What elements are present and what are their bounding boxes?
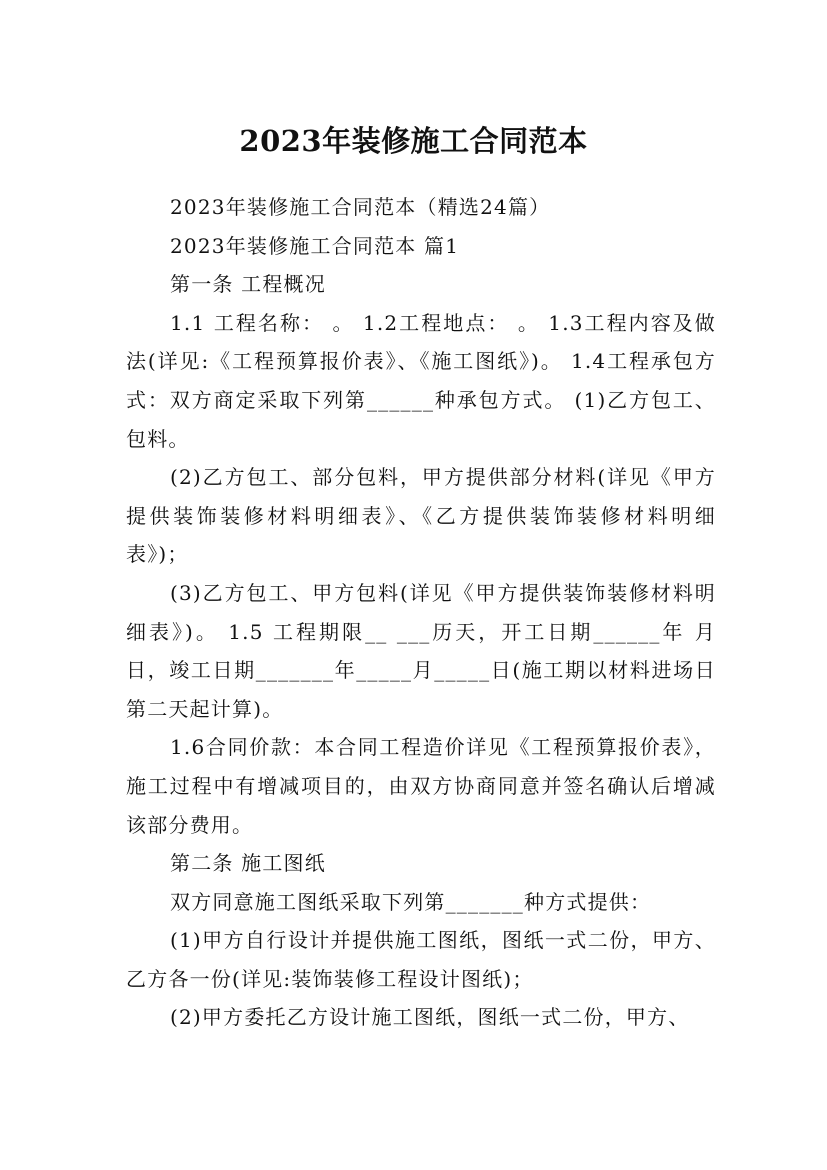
paragraph: 1.1 工程名称： 。 1.2工程地点： 。 1.3工程内容及做法(详见:《工程预算报价表》、《施工图纸》)。 1.4工程承包方式：双方商定采取下列第______种承包方式。 (1)乙方包工、包料。 [126, 310, 716, 451]
paragraph: (1)甲方自行设计并提供施工图纸，图纸一式二份，甲方、乙方各一份(详见:装饰装修工程设计图纸)； [126, 928, 716, 991]
paragraph: (3)乙方包工、甲方包料(详见《甲方提供装饰装修材料明细表》)。 1.5 工程期限__ ___历天，开工日期______年 月 日，竣工日期_______年_____月_____日(施工期以材料进场日第二天起计算)。 [126, 580, 716, 721]
paragraph: 1.6合同价款：本合同工程造价详见《工程预算报价表》，施工过程中有增减项目的，由双方协商同意并签名确认后增减该部分费用。 [126, 735, 716, 837]
document-body [126, 188, 716, 1037]
document-title: 2023年装修施工合同范本 [239, 124, 588, 159]
paragraph-section-heading: 2023年装修施工合同范本 篇1 [170, 233, 460, 258]
paragraph: 双方同意施工图纸采取下列第_______种方式提供： [170, 889, 652, 914]
paragraph-article-2-heading: 第二条 施工图纸 [170, 851, 326, 876]
paragraph: (2)乙方包工、部分包料，甲方提供部分材料(详见《甲方提供装饰装修材料明细表》、《乙方提供装饰装修材料明细表》)； [126, 465, 716, 567]
paragraph: (2)甲方委托乙方设计施工图纸，图纸一式二份，甲方、 [170, 1005, 690, 1030]
paragraph-article-1-heading: 第一条 工程概况 [170, 272, 326, 297]
paragraph-subtitle: 2023年装修施工合同范本（精选24篇） [170, 195, 551, 219]
